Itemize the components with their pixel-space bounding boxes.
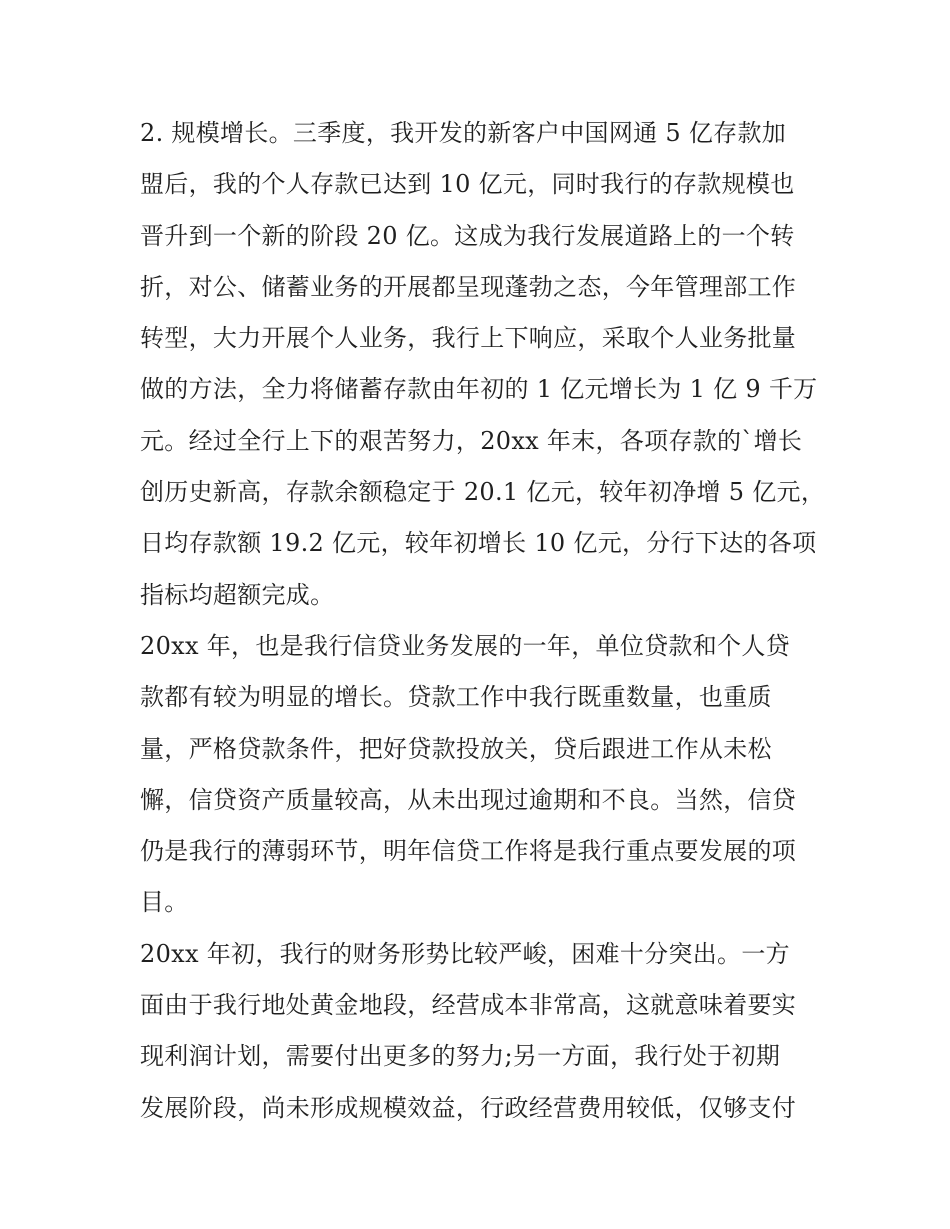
text-line: 元。经过全行上下的艰苦努力，20xx 年末，各项存款的`增长	[140, 426, 803, 455]
text-line: 懈，信贷资产质量较高，从未出现过逾期和不良。当然，信贷	[140, 785, 797, 814]
text-line: 发展阶段，尚未形成规模效益，行政经营费用较低，仅够支付	[140, 1093, 797, 1122]
text-line: 做的方法，全力将储蓄存款由年初的 1 亿元增长为 1 亿 9 千万	[140, 375, 818, 404]
paragraph-credit-business	[140, 621, 820, 929]
paragraph-financial-situation	[140, 929, 820, 1134]
text-line: 款都有较为明显的增长。贷款工作中我行既重数量，也重质	[140, 683, 772, 712]
text-line: 现利润计划，需要付出更多的努力;另一方面，我行处于初期	[140, 1042, 781, 1071]
text-line: 盟后，我的个人存款已达到 10 亿元，同时我行的存款规模也	[140, 170, 795, 199]
text-line: 20xx 年，也是我行信贷业务发展的一年，单位贷款和个人贷	[140, 631, 790, 660]
text-line: 面由于我行地处黄金地段，经营成本非常高，这就意味着要实	[140, 991, 797, 1020]
paragraph-scale-growth	[140, 108, 826, 621]
text-line: 创历史新高，存款余额稳定于 20.1 亿元，较年初净增 5 亿元，	[140, 478, 826, 507]
document-body	[140, 108, 826, 1134]
text-line: 仍是我行的薄弱环节，明年信贷工作将是我行重点要发展的项	[140, 837, 797, 866]
text-line: 量，严格贷款条件，把好贷款投放关，贷后跟进工作从未松	[140, 734, 772, 763]
text-line: 2. 规模增长。三季度，我开发的新客户中国网通 5 亿存款加	[140, 119, 787, 147]
text-line: 20xx 年初，我行的财务形势比较严峻，困难十分突出。一方	[140, 939, 790, 968]
text-line: 指标均超额完成。	[140, 580, 335, 609]
text-line: 转型，大力开展个人业务，我行上下响应，采取个人业务批量	[140, 324, 797, 353]
text-line: 日均存款额 19.2 亿元，较年初增长 10 亿元，分行下达的各项	[140, 529, 817, 558]
text-line: 折，对公、储蓄业务的开展都呈现蓬勃之态，今年管理部工作	[140, 272, 797, 301]
text-line: 晋升到一个新的阶段 20 亿。这成为我行发展道路上的一个转	[140, 221, 795, 250]
text-line: 目。	[140, 888, 189, 917]
